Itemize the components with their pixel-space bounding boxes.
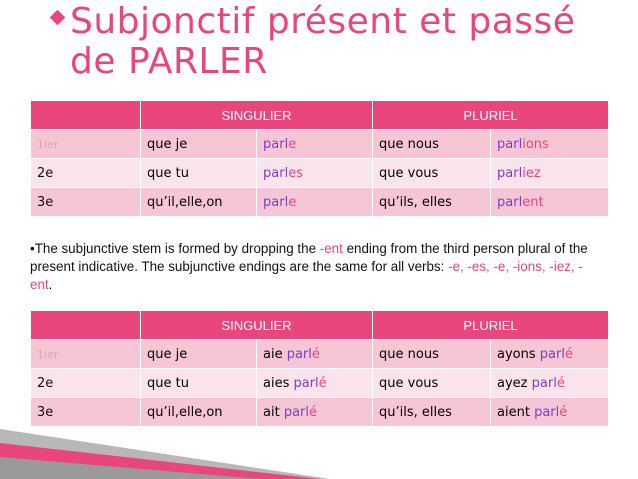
verb-form-cell <box>257 369 373 398</box>
pronoun-cell: qu’il,elle,on <box>141 398 257 427</box>
title-line-2: de PARLER <box>70 41 268 82</box>
note-text-2: ending from the third person plural of the present indicative. The subjunctive endings are the same for all verbs: <box>30 241 588 274</box>
verb-ending: e <box>288 194 297 210</box>
decorative-swoosh <box>0 399 330 479</box>
pronoun-cell: que vous <box>373 369 491 398</box>
participle-ending: é <box>309 404 317 420</box>
title-line-1: Subjonctif présent et passé <box>70 1 576 42</box>
header-plural: PLURIEL <box>373 311 609 340</box>
participle-stem: parl <box>534 404 560 420</box>
participle-stem: parl <box>283 404 309 420</box>
participle-stem: parl <box>539 346 565 362</box>
verb-stem: parl <box>497 165 523 181</box>
verb-form-cell <box>491 398 609 427</box>
person-label: 2e <box>31 369 141 398</box>
auxiliary-verb: ayez <box>497 375 532 391</box>
pronoun-cell: que tu <box>141 159 257 188</box>
participle-stem: parl <box>286 346 312 362</box>
past-participle <box>293 376 326 391</box>
page-title <box>70 2 630 82</box>
table-row <box>31 188 609 217</box>
verb-stem: parl <box>497 194 523 210</box>
participle-ending: é <box>556 375 565 391</box>
explanation-note <box>30 240 600 294</box>
auxiliary-verb: aie <box>263 346 287 362</box>
verb-stem: parl <box>497 136 523 152</box>
pronoun-cell: que vous <box>373 159 491 188</box>
header-blank-cell <box>31 311 141 340</box>
pronoun-cell: que nous <box>373 130 491 159</box>
verb-form-cell <box>491 188 609 217</box>
pronoun-cell: que je <box>141 130 257 159</box>
diamond-bullet-icon <box>50 10 66 26</box>
note-highlight-ending: -ent <box>319 241 343 256</box>
pronoun-cell: qu’ils, elles <box>373 398 491 427</box>
table-row <box>31 159 609 188</box>
verb-form-cell <box>491 340 609 369</box>
note-text-3: . <box>48 277 53 292</box>
participle-stem: parl <box>531 375 557 391</box>
auxiliary-verb: ayons <box>497 346 540 362</box>
header-plural: PLURIEL <box>373 101 609 130</box>
pronoun-cell: qu’il,elle,on <box>141 188 257 217</box>
pronoun-cell: que je <box>141 340 257 369</box>
header-singular: SINGULIER <box>141 311 373 340</box>
verb-ending: es <box>288 165 303 181</box>
person-label: 1ier <box>31 130 141 159</box>
verb-form-cell <box>257 340 373 369</box>
table-row <box>31 130 609 159</box>
table-row <box>31 369 609 398</box>
participle-ending: é <box>559 404 568 420</box>
participle-ending: é <box>311 346 320 362</box>
verb-stem: parl <box>263 194 289 210</box>
pronoun-cell: qu’ils, elles <box>373 188 491 217</box>
pronoun-cell: que nous <box>373 340 491 369</box>
verb-form-cell <box>491 369 609 398</box>
person-label: 2e <box>31 159 141 188</box>
present-subjunctive-table <box>30 100 609 217</box>
participle-ending: é <box>564 346 573 362</box>
auxiliary-verb: aient <box>497 404 535 420</box>
auxiliary-verb: ait <box>263 404 284 420</box>
past-participle <box>532 376 565 391</box>
person-label: 1ier <box>31 340 141 369</box>
verb-ending: iez <box>522 165 541 181</box>
header-singular: SINGULIER <box>141 101 373 130</box>
header-blank-cell <box>31 101 141 130</box>
verb-form-cell <box>257 159 373 188</box>
person-label: 3e <box>31 188 141 217</box>
auxiliary-verb: aies <box>263 375 294 391</box>
verb-ending: ions <box>522 136 549 152</box>
past-participle <box>540 347 573 362</box>
note-highlight-endings-list: -e, -es, -e, -ions, -iez, -ent <box>30 259 583 292</box>
note-text-1: •The subjunctive stem is formed by dropping the <box>30 241 320 256</box>
past-participle <box>287 347 320 362</box>
participle-stem: parl <box>293 375 319 391</box>
table-header-row <box>31 101 609 130</box>
verb-ending: ent <box>522 194 544 210</box>
verb-form-cell <box>491 130 609 159</box>
person-label: 3e <box>31 398 141 427</box>
verb-ending: e <box>288 136 297 152</box>
verb-form-cell <box>491 159 609 188</box>
participle-ending: é <box>318 375 327 391</box>
verb-stem: parl <box>263 165 289 181</box>
verb-stem: parl <box>263 136 289 152</box>
table-header-row <box>31 311 609 340</box>
verb-form-cell <box>257 130 373 159</box>
past-participle <box>534 405 567 420</box>
verb-form-cell <box>257 188 373 217</box>
table-row <box>31 340 609 369</box>
pronoun-cell: que tu <box>141 369 257 398</box>
